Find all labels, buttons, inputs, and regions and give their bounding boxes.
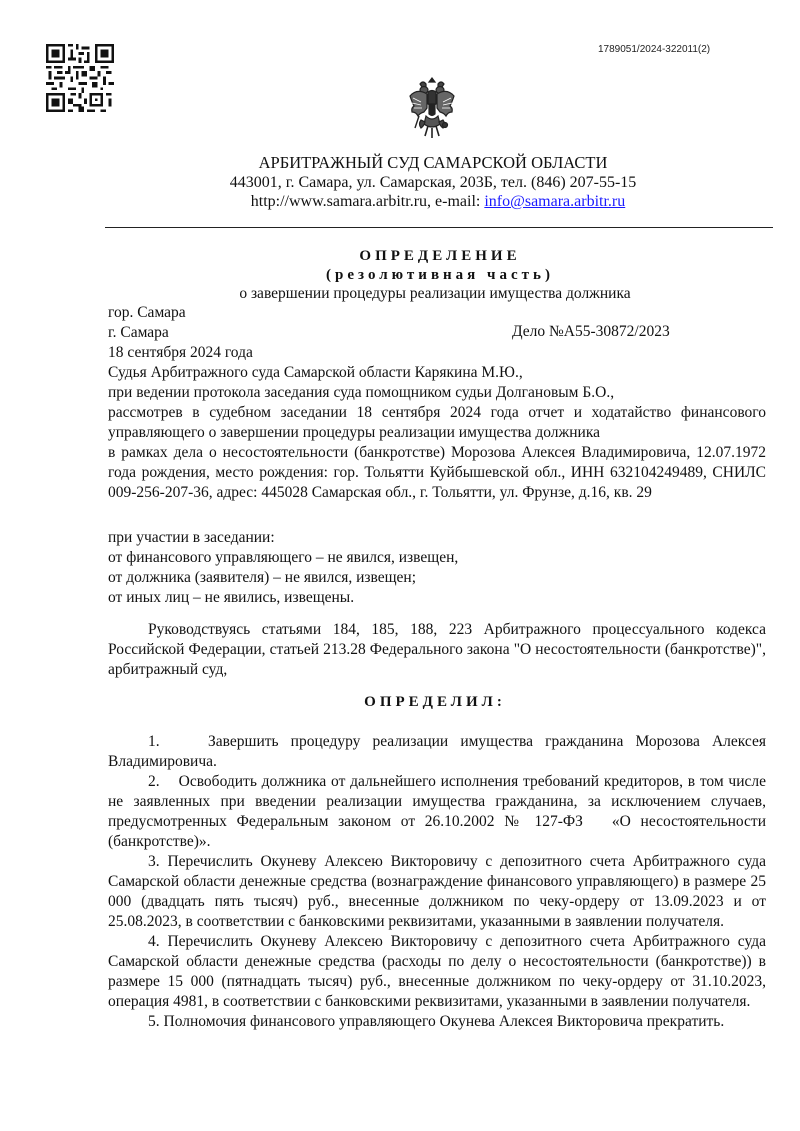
court-email-link[interactable]: info@samara.arbitr.ru: [484, 193, 626, 210]
legal-basis-text: Руководствуясь статьями 184, 185, 188, 223 Арбитражного процессуального кодекса Российской Федерации, статьей 213.28 Федерального закона "О несостоятельности (банкротстве)", арбитражный суд,: [108, 621, 766, 678]
resolution-item: 1. Завершить процедуру реализации имущества гражданина Морозова Алексея Владимировича.: [108, 733, 770, 770]
resolution-item: 2. Освободить должника от дальнейшего исполнения требований кредиторов, в том числе не заявленных при введении реализации имущества гражданина, за исключением случаев, предусмотренных Федеральным законом от 26.10.2002 № 127-ФЗ «О несостоятельности (банкротстве)».: [108, 773, 770, 850]
resolution-item: 3. Перечислить Окуневу Алексею Викторовичу с депозитного счета Арбитражного суда Самарской области денежные средства (вознаграждение финансового управляющего) в размере 25 000 (двадцать пять тысяч) руб., внесенные должником по чеку-ордеру от 13.09.2023 и от 25.08.2023, в соответствии с банковскими реквизитами, указанными в заявлении получателя.: [108, 853, 766, 930]
participation-heading: при участии в заседании:: [108, 529, 275, 546]
header-divider: [105, 227, 773, 228]
intro-block: [108, 363, 766, 503]
participation-line: от финансового управляющего – не явился, извещен,: [108, 549, 459, 566]
decision-date: 18 сентября 2024 года: [108, 344, 253, 361]
case-number: Дело №А55-30872/2023: [512, 323, 670, 340]
document-topic: о завершении процедуры реализации имущества должника: [239, 285, 631, 302]
qr-code-icon: [46, 44, 114, 112]
participation-block: [108, 528, 766, 608]
participation-line: от иных лиц – не явились, извещены.: [108, 589, 355, 606]
court-contacts: [0, 192, 800, 212]
russian-coat-of-arms-icon: [407, 76, 457, 140]
resolutions-list: [108, 732, 770, 1032]
document-number: 1789051/2024-322011(2): [598, 44, 711, 55]
city-full: гор. Самара: [108, 304, 186, 321]
judge-line: Судья Арбитражного суда Самарской области Карякина М.Ю.,: [108, 364, 523, 381]
document-title: ОПРЕДЕЛЕНИЕ: [359, 248, 521, 264]
decided-heading: ОПРЕДЕЛИЛ:: [364, 694, 506, 710]
resolution-item: 5. Полномочия финансового управляющего Окунева Алексея Викторовича прекратить.: [148, 1013, 725, 1030]
considered-line: рассмотрев в судебном заседании 18 сентября 2024 года отчет и ходатайство финансового управляющего о завершении процедуры реализации имущества должника: [108, 404, 766, 441]
case-context: в рамках дела о несостоятельности (банкротстве) Морозова Алексея Владимировича, 12.07.1972 года рождения, место рождения: гор. Тольятти Куйбышевской обл., ИНН 632104249489, СНИЛС 009-256-207-36, адрес: 445028 Самарская обл., г. Тольятти, ул. Фрунзе, д.16, кв. 29: [108, 444, 766, 501]
court-name: АРБИТРАЖНЫЙ СУД САМАРСКОЙ ОБЛАСТИ: [258, 153, 608, 172]
resolution-item: 4. Перечислить Окуневу Алексею Викторовичу с депозитного счета Арбитражного суда Самарской области денежные средства (расходы по делу о несостоятельности (банкротстве)) в размере 15 000 (пятнадцать тысяч) руб., внесенные должником по чеку-ордеру от 31.10.2023, операция 4981, в соответствии с банковскими реквизитами, указанными в заявлении получателя.: [108, 933, 766, 1010]
document-subtitle: (резолютивная часть): [326, 267, 554, 283]
court-address: 443001, г. Самара, ул. Самарская, 203Б, тел. (846) 207-55-15: [229, 174, 637, 191]
court-website: http://www.samara.arbitr.ru, e-mail:: [250, 193, 485, 210]
secretary-line: при ведении протокола заседания суда помощником судьи Долгановым Б.О.,: [108, 384, 615, 401]
legal-basis: [108, 620, 766, 680]
city-short: г. Самара: [108, 324, 169, 341]
participation-line: от должника (заявителя) – не явился, извещен;: [108, 569, 417, 586]
